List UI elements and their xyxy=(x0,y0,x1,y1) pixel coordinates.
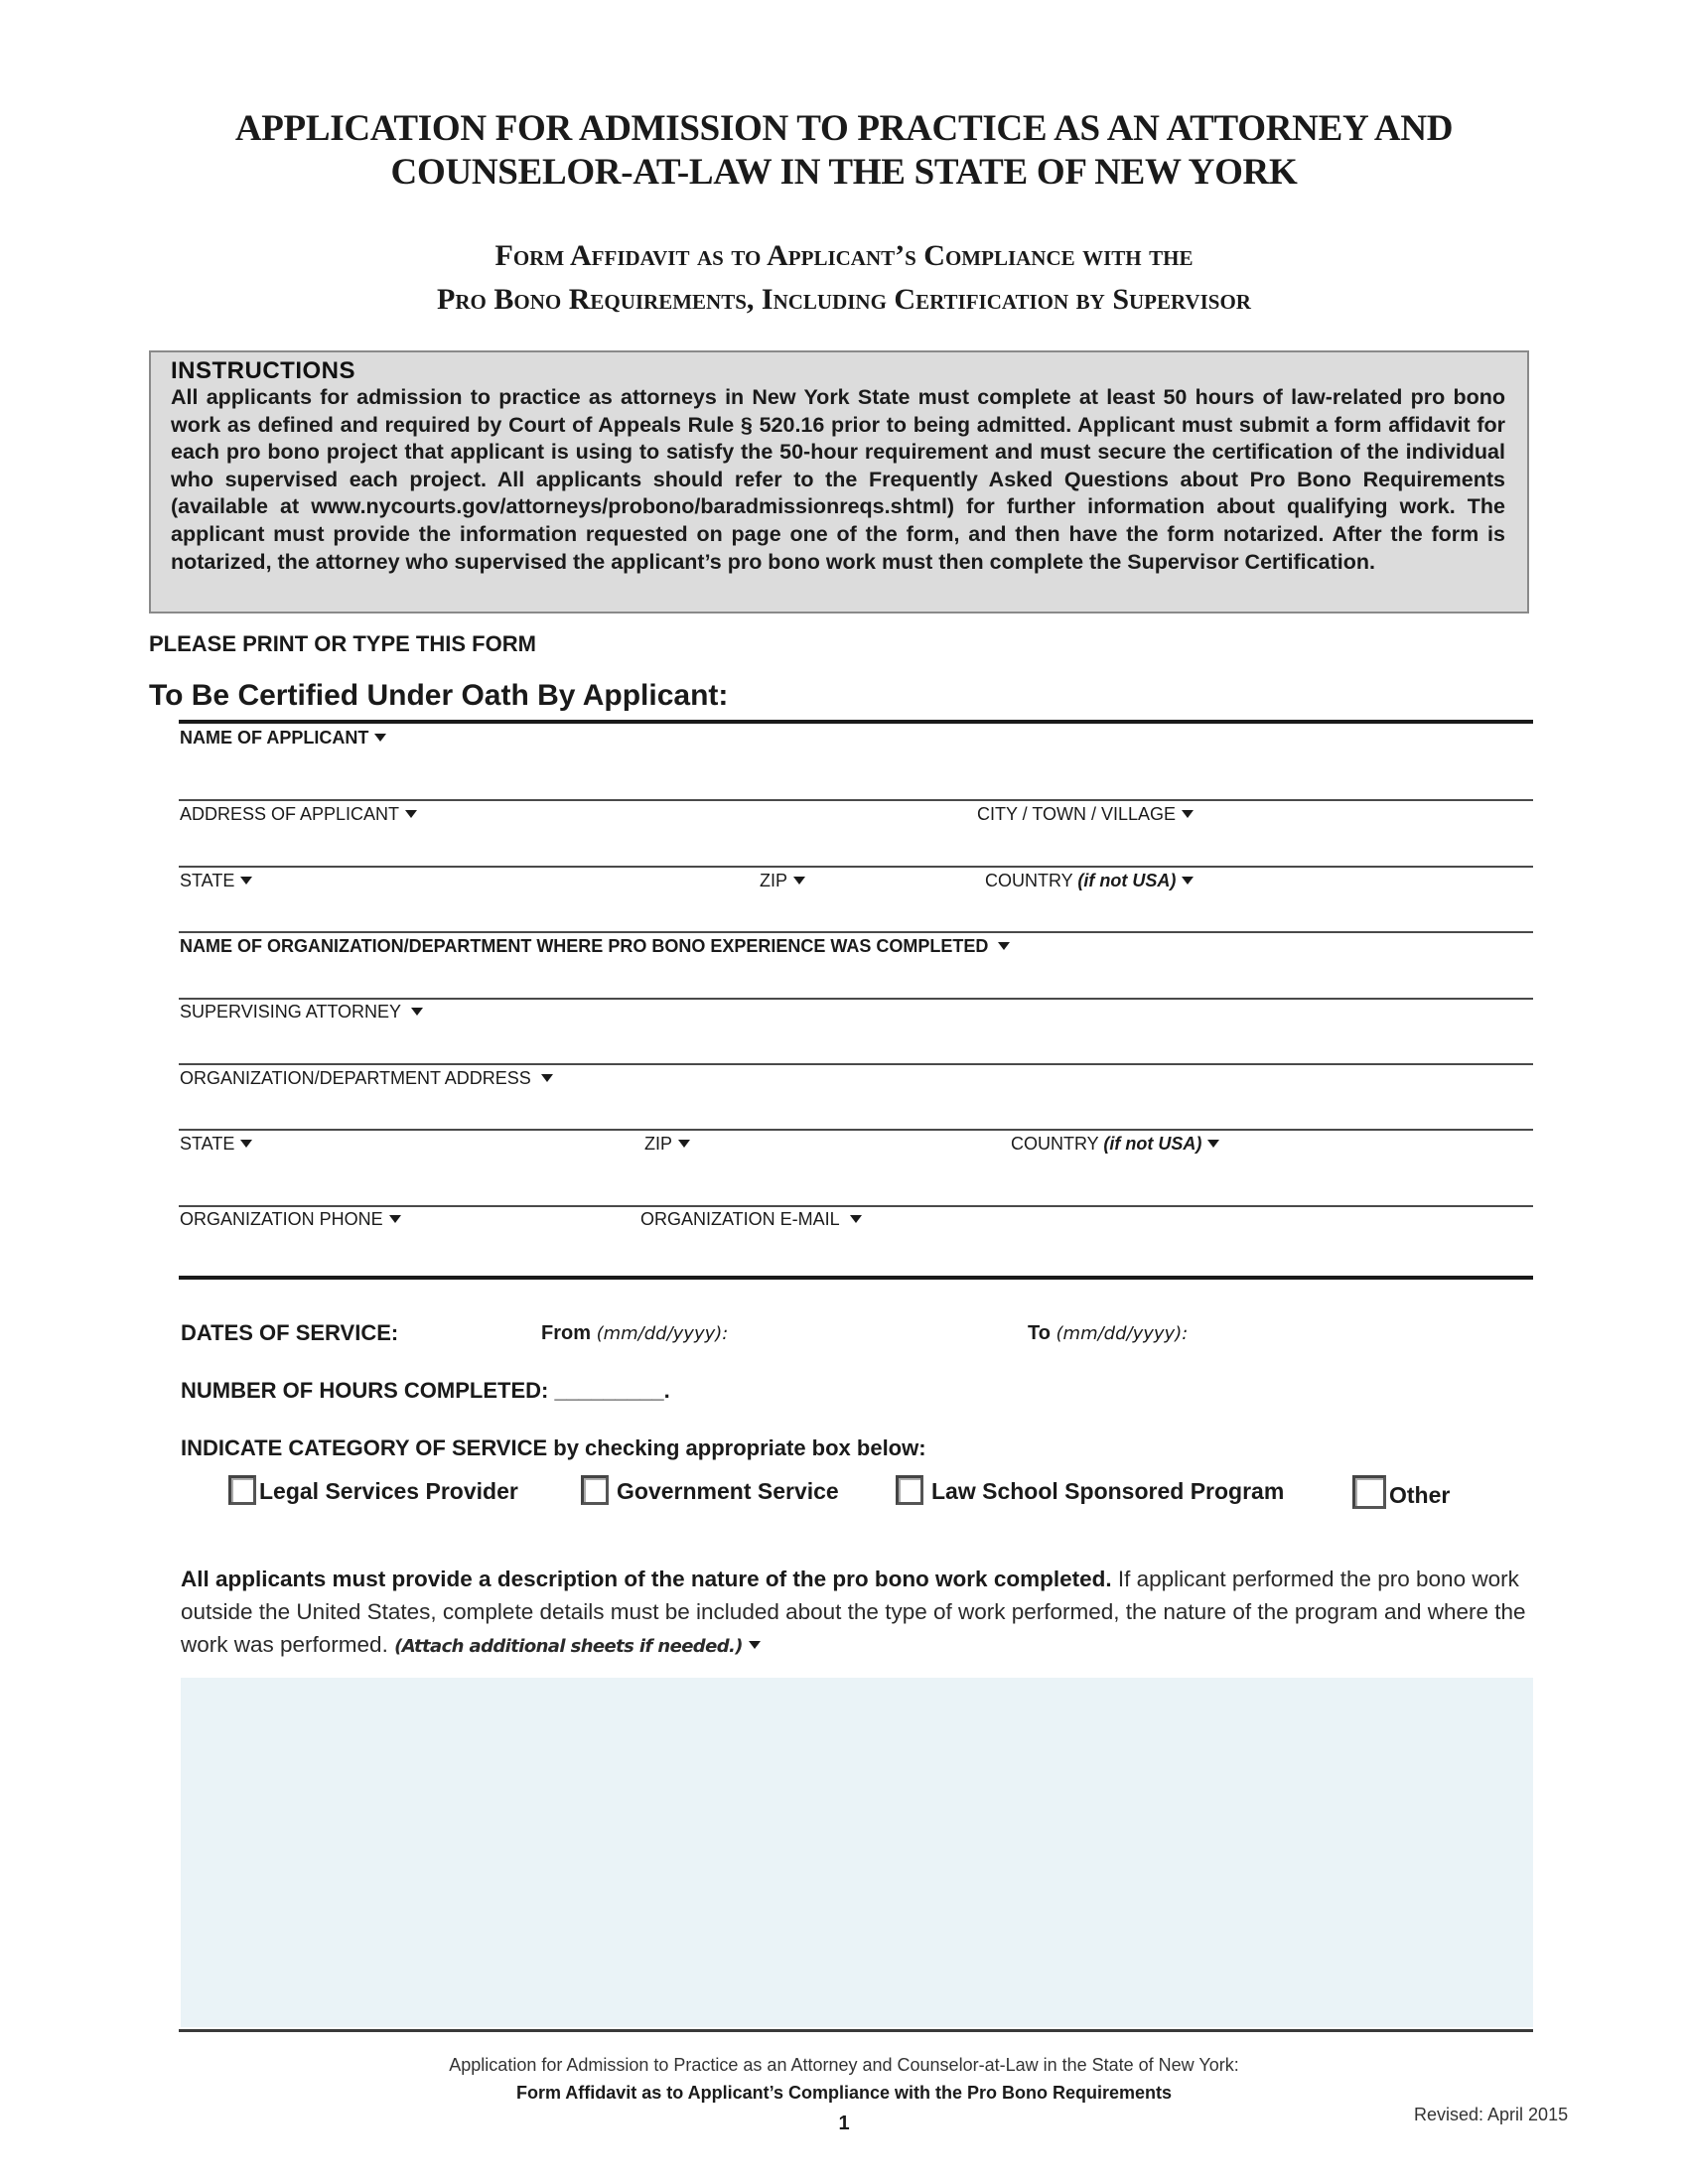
organization-country-label xyxy=(1011,1134,1219,1155)
applicant-address-input[interactable] xyxy=(180,828,954,864)
field-underline xyxy=(179,931,1533,933)
description-instructions xyxy=(181,1563,1531,1663)
title-line-2: COUNSELOR-AT-LAW IN THE STATE OF NEW YORK xyxy=(390,152,1298,193)
arrow-down-icon xyxy=(374,734,386,742)
checkbox-icon[interactable] xyxy=(228,1475,256,1505)
organization-zip-label xyxy=(644,1134,690,1155)
field-underline xyxy=(179,799,1533,801)
section-divider xyxy=(179,720,1533,724)
arrow-down-icon xyxy=(1207,1140,1219,1148)
organization-phone-label xyxy=(180,1209,401,1230)
field-underline xyxy=(179,1205,1533,1207)
checkbox-other[interactable] xyxy=(1352,1475,1450,1509)
applicant-state-label xyxy=(180,871,252,891)
arrow-down-icon xyxy=(1182,810,1194,818)
label-text: STATE xyxy=(180,871,235,890)
label-text: NAME OF ORGANIZATION/DEPARTMENT WHERE PRO BONO EXPERIENCE WAS COMPLETED xyxy=(180,936,989,956)
field-underline xyxy=(179,1063,1533,1065)
field-underline xyxy=(179,866,1533,868)
description-bold-text: All applicants must provide a description of the nature of the pro bono work completed. xyxy=(181,1567,1112,1591)
organization-email-label xyxy=(640,1209,862,1230)
arrow-down-icon xyxy=(793,877,805,885)
applicant-state-input[interactable] xyxy=(180,893,736,929)
checkbox-legal-services-provider[interactable] xyxy=(228,1475,518,1505)
instructions-box xyxy=(149,350,1529,614)
label-bold: INDICATE CATEGORY OF SERVICE xyxy=(181,1435,548,1460)
organization-zip-input[interactable] xyxy=(644,1157,992,1200)
field-underline xyxy=(179,998,1533,1000)
applicant-city-input[interactable] xyxy=(977,828,1529,864)
from-date-label xyxy=(541,1322,728,1345)
footer-form-title: Application for Admission to Practice as an Attorney and Counselor-at-Law in the State of New York: xyxy=(449,2055,1239,2075)
checkbox-government-service[interactable] xyxy=(581,1475,839,1505)
category-of-service-label xyxy=(181,1435,926,1461)
revision-date: Revised: April 2015 xyxy=(1414,2105,1569,2124)
checkbox-icon[interactable] xyxy=(581,1475,609,1505)
supervising-attorney-input[interactable] xyxy=(180,1024,1530,1060)
document-title xyxy=(0,107,1688,195)
label-text: CITY / TOWN / VILLAGE xyxy=(977,804,1177,824)
dates-of-service-label: DATES OF SERVICE: xyxy=(181,1320,399,1345)
applicant-country-input[interactable] xyxy=(985,893,1529,929)
organization-name-input[interactable] xyxy=(180,959,1530,995)
organization-state-input[interactable] xyxy=(180,1157,627,1200)
description-bottom-rule xyxy=(179,2029,1533,2032)
attach-note: (Attach additional sheets if needed.) xyxy=(394,1636,743,1657)
supervising-attorney-label xyxy=(180,1002,423,1023)
label-text: ORGANIZATION PHONE xyxy=(180,1209,383,1229)
checkbox-label: Legal Services Provider xyxy=(259,1478,518,1504)
name-of-applicant-label xyxy=(180,728,386,749)
label-text: NUMBER OF HOURS COMPLETED: xyxy=(181,1378,549,1403)
footer-form-subtitle: Form Affidavit as to Applicant’s Compliance with the Pro Bono Requirements xyxy=(515,2083,1173,2103)
organization-state-label xyxy=(180,1134,252,1155)
applicant-zip-input[interactable] xyxy=(760,893,968,929)
checkbox-icon[interactable] xyxy=(1352,1475,1386,1509)
form-subtitle xyxy=(0,234,1688,322)
arrow-down-icon xyxy=(678,1140,690,1148)
date-format-hint: (mm/dd/yyyy): xyxy=(1055,1323,1189,1344)
subtitle-line-1: Form Affidavit as to Applicant’s Compliance with the xyxy=(494,239,1194,272)
field-underline xyxy=(179,1129,1533,1131)
checkbox-law-school-sponsored-program[interactable] xyxy=(896,1475,1284,1505)
label-text: ORGANIZATION/DEPARTMENT ADDRESS xyxy=(180,1068,531,1088)
organization-address-label xyxy=(180,1068,553,1089)
label-text: ORGANIZATION E-MAIL xyxy=(640,1209,840,1229)
organization-name-label xyxy=(180,936,1010,957)
checkbox-label: Other xyxy=(1389,1482,1451,1508)
applicant-name-input[interactable] xyxy=(180,754,1530,794)
label-text: COUNTRY xyxy=(1011,1134,1099,1154)
instructions-body: All applicants for admission to practice as attorneys in New York State must complete at least 50 hours of law-related pro bono work as defined and required by Court of Appeals Rule § 520.16 prior to being admitted. Applicant must submit a form affidavit for each pro bono project that applicant is using to satisfy the 50-hour requirement and must secure the certification of the individual who supervised each project. All applicants should refer to the Frequently Asked Questions about Pro Bono Requirements (available at www.nycourts.gov/attorneys/probono/baradmissionreqs.shtml) for further information about qualifying work. The applicant must provide the information requested on page one of the form, and then have the form notarized. After the form is notarized, the attorney who supervised the applicant’s pro bono work must then complete the Supervisor Certification. xyxy=(171,385,1505,574)
subtitle-line-2: Pro Bono Requirements, Including Certification by Supervisor xyxy=(437,283,1251,316)
label-rest: by checking appropriate box below: xyxy=(547,1435,926,1460)
hours-blank: _________. xyxy=(554,1378,670,1403)
label-text: ADDRESS OF APPLICANT xyxy=(180,804,400,824)
title-line-1: APPLICATION FOR ADMISSION TO PRACTICE AS AN ATTORNEY AND xyxy=(234,108,1454,149)
date-format-hint: (mm/dd/yyyy): xyxy=(596,1323,729,1344)
checkbox-icon[interactable] xyxy=(896,1475,923,1505)
label-text: ZIP xyxy=(644,1134,673,1154)
section-heading-applicant-oath: To Be Certified Under Oath By Applicant: xyxy=(149,679,729,712)
arrow-down-icon xyxy=(998,942,1010,950)
arrow-down-icon xyxy=(240,1140,252,1148)
description-text: If applicant performed the pro bono work outside the United States, complete details must be included about the type of work performed, the nature of the program and where the work was performed. xyxy=(181,1567,1526,1657)
to-date-label xyxy=(1028,1322,1188,1345)
label-text: NAME OF APPLICANT xyxy=(180,728,369,748)
organization-phone-input[interactable] xyxy=(180,1233,627,1273)
label-note: (if not USA) xyxy=(1077,871,1177,890)
organization-email-input[interactable] xyxy=(640,1233,1529,1273)
label-text: SUPERVISING ATTORNEY xyxy=(180,1002,402,1022)
service-from-date-input[interactable] xyxy=(750,1316,968,1350)
label-text: To xyxy=(1028,1322,1051,1344)
organization-country-input[interactable] xyxy=(1011,1157,1529,1200)
arrow-down-icon xyxy=(749,1641,761,1649)
arrow-down-icon xyxy=(1182,877,1194,885)
arrow-down-icon xyxy=(240,877,252,885)
label-text: STATE xyxy=(180,1134,235,1154)
applicant-country-label xyxy=(985,871,1194,891)
city-town-village-label xyxy=(977,804,1194,825)
applicant-zip-label xyxy=(760,871,805,891)
arrow-down-icon xyxy=(405,810,417,818)
hours-completed-input[interactable] xyxy=(603,1374,722,1404)
label-text: COUNTRY xyxy=(985,871,1073,890)
print-note: PLEASE PRINT OR TYPE THIS FORM xyxy=(149,631,536,656)
arrow-down-icon xyxy=(389,1215,401,1223)
hours-completed-label xyxy=(181,1378,670,1404)
address-of-applicant-label xyxy=(180,804,417,825)
arrow-down-icon xyxy=(541,1074,553,1082)
pro-bono-description-textarea[interactable] xyxy=(181,1678,1533,2027)
label-text: ZIP xyxy=(760,871,788,890)
organization-address-input[interactable] xyxy=(180,1091,1530,1127)
section-divider xyxy=(179,1276,1533,1280)
label-text: From xyxy=(541,1322,591,1344)
checkbox-label: Government Service xyxy=(617,1478,839,1504)
service-to-date-input[interactable] xyxy=(1206,1316,1425,1350)
checkbox-label: Law School Sponsored Program xyxy=(931,1478,1285,1504)
page-number: 1 xyxy=(838,2113,850,2134)
label-note: (if not USA) xyxy=(1103,1134,1202,1154)
instructions-heading: INSTRUCTIONS xyxy=(171,357,355,384)
arrow-down-icon xyxy=(850,1215,862,1223)
arrow-down-icon xyxy=(411,1008,423,1016)
